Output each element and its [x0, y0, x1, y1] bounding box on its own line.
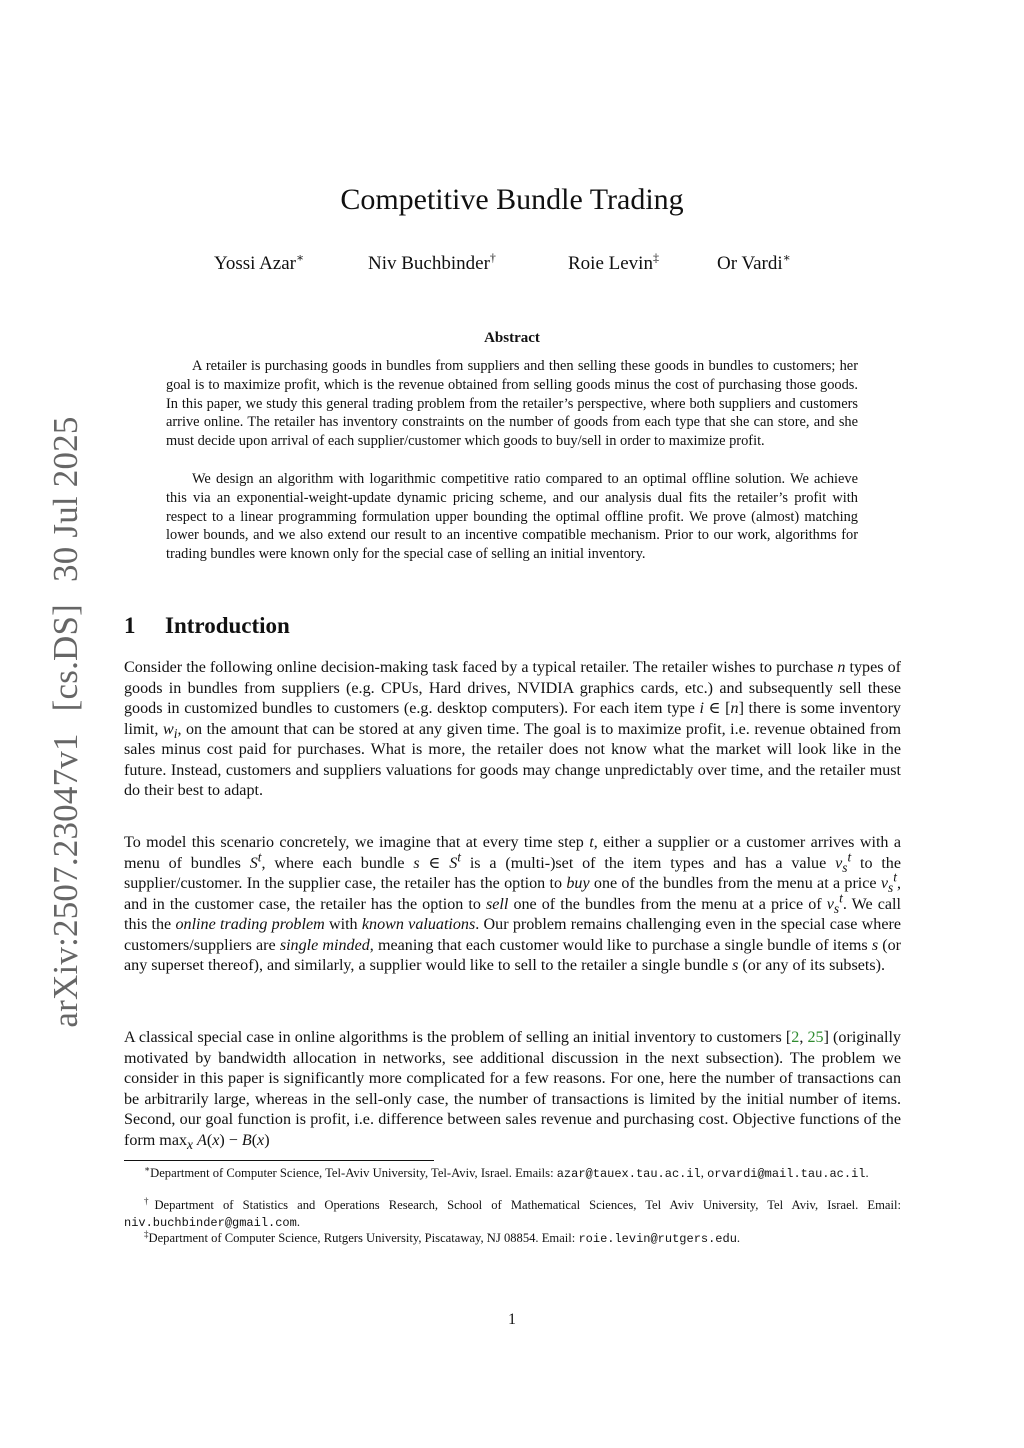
- abstract-paragraph: We design an algorithm with logarithmic competitive ratio compared to an optimal offline solution. We achieve this via an exponential-weight-update dynamic pricing scheme, and our analysis dual fits the retailer’s profit with respect to a linear programming formulation upper bounding the optimal offline profit. We prove (almost) matching lower bounds, and we also extend our result to an incentive compatible mechanism. Prior to our work, algorithms for trading bundles were known only for the special case of selling an initial inventory.: [166, 471, 858, 563]
- page-number: 1: [508, 1311, 516, 1328]
- email-link[interactable]: azar@tauex.tau.ac.il: [556, 1167, 701, 1181]
- section-heading: [124, 613, 290, 639]
- email-link[interactable]: roie.levin@rutgers.edu: [578, 1232, 737, 1246]
- body-paragraph: Consider the following online decision-making task faced by a typical retailer. The retailer wishes to purchase n types of goods in bundles from suppliers (e.g. CPUs, Hard drives, NVIDIA graphics cards, etc.) and subsequently sell these goods in customized bundles to customers (e.g. desktop computers). For each item type i ∈ [n] there is some inventory limit, $w_i$, on the amount that can be stored at any given time. The goal is to maximize profit, i.e. revenue obtained from sales minus cost paid for purchases. What is more, the retailer does not know what the market will look like in the future. Instead, customers and suppliers valuations for goods may change unpredictably over time, and the retailer must do their best to adapt.: [124, 659, 902, 799]
- author-name: Roie Levin: [568, 253, 653, 274]
- arxiv-date: 30 Jul 2025: [46, 416, 85, 582]
- author-affiliation-mark: ∗: [296, 250, 305, 265]
- arxiv-category: [cs.DS]: [46, 603, 85, 712]
- author-affiliation-mark: ∗: [782, 250, 791, 265]
- section-number: 1: [124, 613, 136, 638]
- body-paragraph: A classical special case in online algorithms is the problem of selling an initial inventory to customers [2, 25] (originally motivated by bandwidth allocation in networks, see additional discussion in the next subsection). The problem we consider in this paper is significantly more complicated for a few reasons. For one, here the number of transactions can be arbitrarily large, whereas in the sell-only case, the number of transactions is limited by the initial number of items. Second, our goal function is profit, i.e. difference between sales revenue and purchasing cost. Objective functions of the form $\max_x A(x) - B(x)$: [124, 1029, 901, 1152]
- author-affiliation-mark: ‡: [652, 250, 659, 265]
- abstract-heading: Abstract: [484, 330, 540, 346]
- author-name: Yossi Azar: [214, 253, 297, 274]
- body-paragraph: To model this scenario concretely, we imagine that at every time step t, either a supplier or a customer arrives with a menu of bundles $S^t$, where each bundle s ∈ $S^t$ is a (multi-)set of the item types and has a value $v_s^t$ to the supplier/customer. In the supplier case, the retailer has the option to buy one of the bundles from the menu at a price $v_s^t$, and in the customer case, the retailer has the option to sell one of the bundles from the menu at a price of $v_s^t$. We call this the online trading problem with known valuations. Our problem remains challenging even in the special case where customers/suppliers are single minded, meaning that each customer would like to purchase a single bundle of items s (or any superset thereof), and similarly, a supplier would like to sell to the retailer a single bundle s (or any of its subsets).: [124, 834, 902, 974]
- footnote-mark: †: [144, 1195, 155, 1206]
- author-name: Or Vardi: [717, 253, 783, 274]
- author-affiliation-mark: †: [489, 250, 496, 265]
- arxiv-identifier-stamp: [46, 416, 86, 1027]
- abstract-paragraph: A retailer is purchasing goods in bundles from suppliers and then selling these goods in bundles to customers; her goal is to maximize profit, which is the revenue obtained from selling goods minus the cost of purchasing those goods. In this paper, we study this general trading problem from the retailer’s perspective, where both suppliers and customers arrive online. The retailer has inventory constraints on the number of goods from each type that she can store, and she must decide upon arrival of each supplier/customer which goods to buy/sell in order to maximize profit.: [166, 358, 858, 450]
- paper-title: Competitive Bundle Trading: [340, 183, 684, 216]
- section-title: Introduction: [165, 613, 290, 638]
- author: [568, 250, 659, 275]
- email-link[interactable]: niv.buchbinder@gmail.com: [124, 1216, 297, 1230]
- footnote: †Department of Statistics and Operations Research, School of Mathematical Sciences, Tel Aviv University, Tel Aviv, Israel. Email: niv.buchbinder@gmail.com.: [124, 1195, 901, 1230]
- author-list: [0, 250, 1024, 283]
- author: [368, 250, 496, 275]
- citation-link[interactable]: 25: [807, 1029, 824, 1046]
- footnote-divider: [124, 1160, 434, 1161]
- author: [717, 250, 791, 275]
- author: [214, 250, 305, 275]
- citation-link[interactable]: 2: [791, 1029, 800, 1046]
- footnote-mark: ∗: [144, 1163, 151, 1174]
- author-name: Niv Buchbinder: [368, 253, 490, 274]
- arxiv-id: arXiv:2507.23047v1: [46, 733, 85, 1028]
- email-link[interactable]: orvardi@mail.tau.ac.il: [707, 1167, 866, 1181]
- footnote-mark: ‡: [144, 1228, 149, 1239]
- footnote: ∗Department of Computer Science, Tel-Aviv University, Tel-Aviv, Israel. Emails: azar@tauex.tau.ac.il, orvardi@mail.tau.ac.il.: [144, 1163, 869, 1181]
- footnote: ‡Department of Computer Science, Rutgers University, Piscataway, NJ 08854. Email: roie.levin@rutgers.edu.: [144, 1228, 741, 1246]
